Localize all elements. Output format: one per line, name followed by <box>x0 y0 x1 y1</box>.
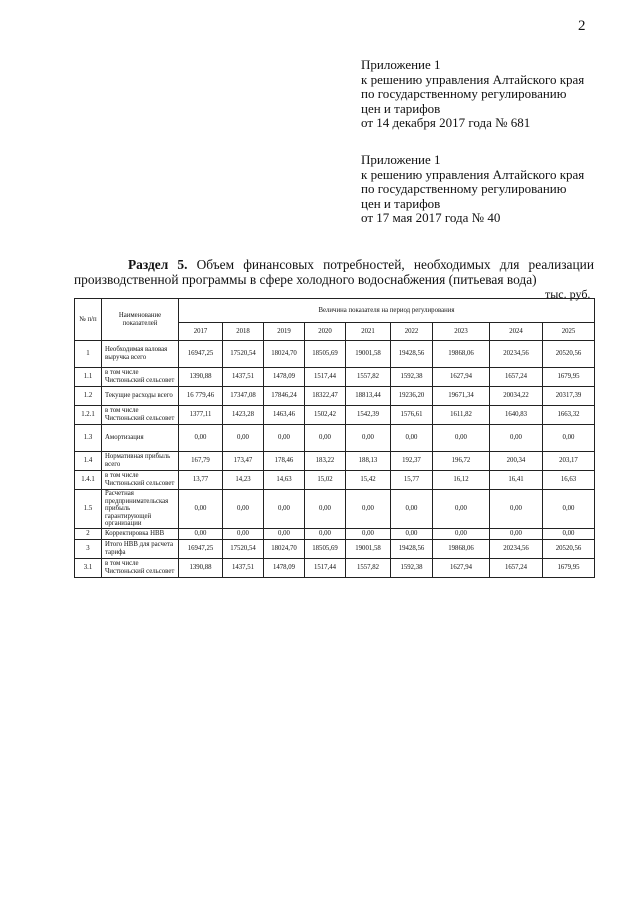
row-value: 18505,69 <box>305 341 346 368</box>
row-number: 1 <box>75 341 102 368</box>
row-value: 20520,56 <box>543 341 595 368</box>
row-value: 18322,47 <box>305 387 346 406</box>
row-value: 16,63 <box>543 471 595 490</box>
header-year: 2020 <box>305 323 346 341</box>
table-row <box>75 425 595 452</box>
row-value: 18024,70 <box>264 539 305 558</box>
row-value: 19236,20 <box>391 387 433 406</box>
row-value: 173,47 <box>223 452 264 471</box>
row-value: 1640,83 <box>490 406 543 425</box>
row-value: 18505,69 <box>305 539 346 558</box>
row-value: 203,17 <box>543 452 595 471</box>
row-value: 1517,44 <box>305 368 346 387</box>
row-value: 1657,24 <box>490 368 543 387</box>
row-value: 0,00 <box>346 528 391 539</box>
table-row <box>75 471 595 490</box>
row-value: 178,46 <box>264 452 305 471</box>
row-value: 1627,94 <box>433 558 490 577</box>
row-value: 0,00 <box>433 490 490 529</box>
table-row <box>75 539 595 558</box>
row-value: 0,00 <box>490 425 543 452</box>
row-value: 0,00 <box>179 490 223 529</box>
row-value: 167,79 <box>179 452 223 471</box>
page-number: 2 <box>578 18 586 34</box>
row-value: 1557,82 <box>346 368 391 387</box>
row-value: 1627,94 <box>433 368 490 387</box>
table-header-row <box>75 299 595 323</box>
appendix-line: Приложение 1 <box>361 152 441 167</box>
row-value: 1478,09 <box>264 558 305 577</box>
appendix-current <box>361 58 584 131</box>
row-value: 1517,44 <box>305 558 346 577</box>
row-number: 1.3 <box>75 425 102 452</box>
table-body <box>75 341 595 578</box>
table-row <box>75 452 595 471</box>
row-value: 1663,32 <box>543 406 595 425</box>
row-value: 0,00 <box>223 490 264 529</box>
row-value: 1592,38 <box>391 368 433 387</box>
row-value: 1377,11 <box>179 406 223 425</box>
row-value: 200,34 <box>490 452 543 471</box>
row-value: 1390,88 <box>179 558 223 577</box>
row-value: 1592,38 <box>391 558 433 577</box>
row-value: 16,12 <box>433 471 490 490</box>
header-year: 2023 <box>433 323 490 341</box>
row-value: 188,13 <box>346 452 391 471</box>
header-name: Наименование показателей <box>102 299 179 341</box>
row-value: 16 779,46 <box>179 387 223 406</box>
row-value: 20520,56 <box>543 539 595 558</box>
row-value: 0,00 <box>179 425 223 452</box>
header-num: № п/п <box>75 299 102 341</box>
row-value: 1611,82 <box>433 406 490 425</box>
row-value: 15,42 <box>346 471 391 490</box>
row-value: 0,00 <box>433 425 490 452</box>
row-number: 1.2 <box>75 387 102 406</box>
row-value: 0,00 <box>543 490 595 529</box>
row-value: 20234,56 <box>490 341 543 368</box>
row-value: 0,00 <box>391 425 433 452</box>
row-value: 1390,88 <box>179 368 223 387</box>
row-value: 1437,51 <box>223 558 264 577</box>
row-value: 17347,08 <box>223 387 264 406</box>
row-value: 0,00 <box>179 528 223 539</box>
table-row <box>75 387 595 406</box>
row-name: в том числе Чистюньский сельсовет <box>102 558 179 577</box>
header-year: 2022 <box>391 323 433 341</box>
row-number: 1.2.1 <box>75 406 102 425</box>
row-value: 0,00 <box>223 425 264 452</box>
row-value: 0,00 <box>346 425 391 452</box>
row-name: в том числе Чистюньский сельсовет <box>102 406 179 425</box>
row-value: 0,00 <box>305 425 346 452</box>
table-row <box>75 341 595 368</box>
row-value: 19868,06 <box>433 539 490 558</box>
row-value: 1576,61 <box>391 406 433 425</box>
row-name: Амортизация <box>102 425 179 452</box>
row-value: 16947,25 <box>179 539 223 558</box>
row-value: 18813,44 <box>346 387 391 406</box>
row-value: 0,00 <box>543 425 595 452</box>
row-value: 15,02 <box>305 471 346 490</box>
row-value: 19001,58 <box>346 539 391 558</box>
row-value: 0,00 <box>264 425 305 452</box>
row-value: 1679,95 <box>543 558 595 577</box>
units-label: тыс. руб. <box>545 287 591 301</box>
row-value: 0,00 <box>433 528 490 539</box>
row-value: 0,00 <box>305 528 346 539</box>
section-title <box>74 258 594 287</box>
row-value: 19001,58 <box>346 341 391 368</box>
row-name: Необходимая валовая выручка всего <box>102 341 179 368</box>
table-row <box>75 528 595 539</box>
row-value: 1657,24 <box>490 558 543 577</box>
row-number: 1.1 <box>75 368 102 387</box>
row-value: 0,00 <box>346 490 391 529</box>
row-value: 0,00 <box>391 528 433 539</box>
row-value: 0,00 <box>264 490 305 529</box>
row-value: 0,00 <box>490 528 543 539</box>
appendix-line: по государственному регулированию <box>361 181 567 196</box>
row-value: 1502,42 <box>305 406 346 425</box>
row-value: 17520,54 <box>223 539 264 558</box>
row-value: 183,22 <box>305 452 346 471</box>
appendix-line: по государственному регулированию <box>361 86 567 101</box>
row-value: 16,41 <box>490 471 543 490</box>
row-value: 1557,82 <box>346 558 391 577</box>
row-number: 3 <box>75 539 102 558</box>
section-label: Раздел 5. <box>128 257 188 272</box>
row-name: в том числе Чистюньский сельсовет <box>102 471 179 490</box>
header-year: 2019 <box>264 323 305 341</box>
header-period-group: Величина показателя на период регулирования <box>179 299 595 323</box>
row-value: 20234,56 <box>490 539 543 558</box>
row-number: 1.4 <box>75 452 102 471</box>
table-row <box>75 558 595 577</box>
row-value: 1679,95 <box>543 368 595 387</box>
row-value: 19428,56 <box>391 341 433 368</box>
table-row <box>75 406 595 425</box>
header-year: 2018 <box>223 323 264 341</box>
row-name: Расчетная предпринимательская прибыль гарантирующей организации <box>102 490 179 529</box>
appendix-line: цен и тарифов <box>361 195 441 211</box>
row-value: 0,00 <box>305 490 346 529</box>
table-row <box>75 368 595 387</box>
row-value: 0,00 <box>264 528 305 539</box>
header-year: 2024 <box>490 323 543 341</box>
appendix-line: к решению управления Алтайского края <box>361 166 585 182</box>
appendix-previous <box>361 153 584 226</box>
row-value: 16947,25 <box>179 341 223 368</box>
row-number: 2 <box>75 528 102 539</box>
row-value: 17520,54 <box>223 341 264 368</box>
header-year: 2017 <box>179 323 223 341</box>
row-name: Итого НВВ для расчета тарифа <box>102 539 179 558</box>
row-number: 1.5 <box>75 490 102 529</box>
table-row <box>75 490 595 529</box>
row-value: 19428,56 <box>391 539 433 558</box>
appendix-line: Приложение 1 <box>361 57 441 72</box>
row-value: 0,00 <box>490 490 543 529</box>
row-value: 1437,51 <box>223 368 264 387</box>
row-value: 1463,46 <box>264 406 305 425</box>
row-name: в том числе Чистюньский сельсовет <box>102 368 179 387</box>
row-value: 18024,70 <box>264 341 305 368</box>
section-title-text: Объем финансовых потребностей, необходимых для реализации производственной программы в сфере холодного водоснабжения (питьевая вода) <box>74 257 594 287</box>
row-value: 20034,22 <box>490 387 543 406</box>
header-year: 2025 <box>543 323 595 341</box>
row-value: 196,72 <box>433 452 490 471</box>
row-value: 1478,09 <box>264 368 305 387</box>
header-year: 2021 <box>346 323 391 341</box>
row-value: 20317,39 <box>543 387 595 406</box>
row-value: 0,00 <box>391 490 433 529</box>
row-value: 1542,39 <box>346 406 391 425</box>
row-number: 3.1 <box>75 558 102 577</box>
row-value: 15,77 <box>391 471 433 490</box>
row-name: Корректировка НВВ <box>102 528 179 539</box>
row-value: 14,23 <box>223 471 264 490</box>
appendix-line: цен и тарифов <box>361 100 441 116</box>
row-name: Текущие расходы всего <box>102 387 179 406</box>
row-value: 0,00 <box>223 528 264 539</box>
row-value: 19868,06 <box>433 341 490 368</box>
row-value: 19671,34 <box>433 387 490 406</box>
row-value: 1423,28 <box>223 406 264 425</box>
row-value: 13,77 <box>179 471 223 490</box>
row-number: 1.4.1 <box>75 471 102 490</box>
row-value: 192,37 <box>391 452 433 471</box>
financial-needs-table <box>74 298 595 578</box>
appendix-line: от 14 декабря 2017 года № 681 <box>361 115 531 130</box>
appendix-line: от 17 мая 2017 года № 40 <box>361 210 501 225</box>
row-value: 14,63 <box>264 471 305 490</box>
row-name: Нормативная прибыль всего <box>102 452 179 471</box>
row-value: 17846,24 <box>264 387 305 406</box>
appendix-line: к решению управления Алтайского края <box>361 71 585 87</box>
row-value: 0,00 <box>543 528 595 539</box>
